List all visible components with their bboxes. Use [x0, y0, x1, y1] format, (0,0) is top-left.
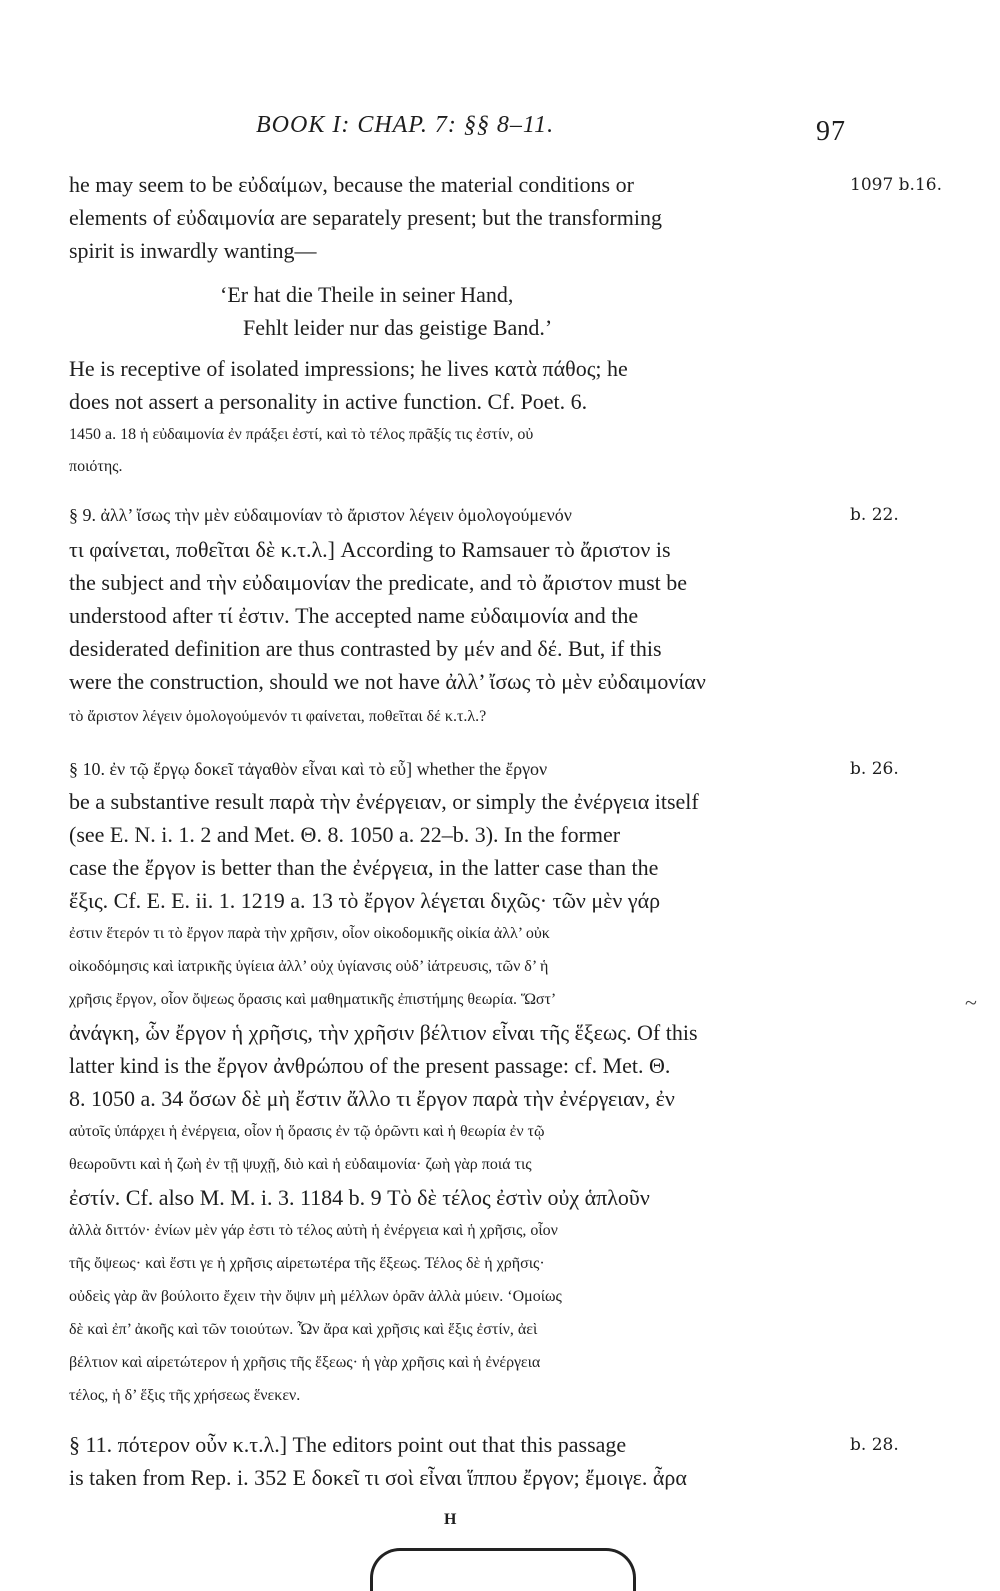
margin-reference: b. 26. [850, 759, 899, 779]
text-line: τῆς ὄψεως· καὶ ἔστι γε ἡ χρῆσις αἱρετωτέρα τῆς ἕξεως. Τέλος δὲ ἡ χρῆσις· [69, 1255, 545, 1272]
section-heading-line: § 9. ἀλλ’ ἴσως τὴν μὲν εὐδαιμονίαν τὸ ἄριστον λέγειν ὁμολογούμενόν [69, 505, 572, 525]
margin-reference: b. 28. [850, 1435, 899, 1455]
text-line: τὸ ἄριστον λέγειν ὁμολογούμενόν τι φαίνεται, ποθεῖται δέ κ.τ.λ.? [69, 708, 487, 725]
text-line: spirit is inwardly wanting— [69, 238, 317, 263]
text-line: βέλτιον καὶ αἱρετώτερον ἡ χρῆσις τῆς ἕξεως· ἡ γὰρ χρῆσις καὶ ἡ ἐνέργεια [69, 1354, 541, 1371]
text-line: (see E. N. i. 1. 2 and Met. Θ. 8. 1050 a. 22–b. 3). In the former [69, 822, 621, 847]
text-line: the subject and τὴν εὐδαιμονίαν the predicate, and τὸ ἄριστον must be [69, 570, 688, 595]
text-line: τι φαίνεται, ποθεῖται δὲ κ.τ.λ.] According to Ramsauer τὸ ἄριστον is [69, 537, 671, 562]
section-heading-line: § 11. πότερον οὖν κ.τ.λ.] The editors point out that this passage [69, 1432, 627, 1457]
text-line: understood after τί ἐστιν. The accepted name εὐδαιμονία and the [69, 603, 639, 628]
margin-reference: b. 22. [850, 505, 899, 525]
text-line: He is receptive of isolated impressions; he lives κατὰ πάθος; he [69, 356, 628, 381]
text-line: he may seem to be εὐδαίμων, because the material conditions or [69, 172, 634, 197]
signature-mark: H [444, 1511, 458, 1528]
running-head [256, 106, 856, 146]
margin-reference: 1097 b.16. [850, 175, 942, 195]
text-line: τέλος, ἡ δ’ ἕξις τῆς χρήσεως ἕνεκεν. [69, 1387, 301, 1404]
text-line: ἀνάγκη, ὧν ἔργον ἡ χρῆσις, τὴν χρῆσιν βέλτιον εἶναι τῆς ἕξεως. Of this [69, 1020, 698, 1045]
text-line: οἰκοδόμησις καὶ ἰατρικῆς ὑγίεια ἀλλ’ οὐχ ὑγίανσις οὐδ’ ἰάτρευσις, τῶν δ’ ἡ [69, 958, 549, 975]
text-line: elements of εὐδαιμονία are separately present; but the transforming [69, 205, 662, 230]
text-line: χρῆσις ἔργον, οἷον ὄψεως ὅρασις καὶ μαθηματικῆς ἐπιστήμης θεωρία. Ὥστ’ [69, 991, 557, 1008]
text-line: δὲ καὶ ἐπ’ ἀκοῆς καὶ τῶν τοιούτων. Ὧν ἄρα καὶ χρῆσις καὶ ἕξις ἐστίν, ἀεὶ [69, 1321, 538, 1338]
quote-line: Fehlt leider nur das geistige Band.’ [243, 315, 553, 340]
text-line: 8. 1050 a. 34 ὅσων δὲ μὴ ἔστιν ἄλλο τι ἔργον παρὰ τὴν ἐνέργειαν, ἐν [69, 1086, 675, 1111]
section-heading-line: § 10. ἐν τῷ ἔργῳ δοκεῖ τἀγαθὸν εἶναι καὶ τὸ εὖ] whether the ἔργον [69, 759, 548, 779]
text-line: 1450 a. 18 ἡ εὐδαιμονία ἐν πράξει ἐστί, καὶ τὸ τέλος πρᾶξίς τις ἐστίν, οὐ [69, 426, 534, 443]
text-line: latter kind is the ἔργον ἀνθρώπου of the present passage: cf. Met. Θ. [69, 1053, 671, 1078]
text-line: is taken from Rep. i. 352 E δοκεῖ τι σοὶ εἶναι ἵππου ἔργον; ἔμοιγε. ἆρα [69, 1465, 687, 1490]
text-line: does not assert a personality in active function. Cf. Poet. 6. [69, 389, 588, 414]
quote-line: ‘Er hat die Theile in seiner Hand, [220, 282, 514, 307]
text-line: ἕξις. Cf. E. E. ii. 1. 1219 a. 13 τὸ ἔργον λέγεται διχῶς· τῶν μὲν γάρ [69, 888, 661, 913]
text-line: case the ἔργον is better than the ἐνέργεια, in the latter case than the [69, 855, 659, 880]
text-line: were the construction, should we not have ἀλλ’ ἴσως τὸ μὲν εὐδαιμονίαν [69, 669, 706, 694]
page-number: 97 [816, 116, 846, 147]
running-title: BOOK I: CHAP. 7: §§ 8–11. [256, 112, 555, 138]
text-line: ἀλλὰ διττόν· ἐνίων μὲν γάρ ἐστι τὸ τέλος αὐτὴ ἡ ἐνέργεια καὶ ἡ χρῆσις, οἷον [69, 1222, 558, 1239]
stray-mark: ~ [965, 990, 977, 1015]
text-line: αὐτοῖς ὑπάρχει ἡ ἐνέργεια, οἷον ἡ ὅρασις ἐν τῷ ὁρῶντι καὶ ἡ θεωρία ἐν τῷ [69, 1123, 545, 1140]
library-stamp [370, 1548, 636, 1591]
text-line: desiderated definition are thus contrasted by μέν and δέ. But, if this [69, 636, 662, 661]
text-line: οὐδεὶς γὰρ ἂν βούλοιτο ἔχειν τὴν ὄψιν μὴ μέλλων ὁρᾶν ἀλλὰ μύειν. ‘Ομοίως [69, 1288, 562, 1305]
text-line: θεωροῦντι καὶ ἡ ζωὴ ἐν τῇ ψυχῇ, διὸ καὶ ἡ εὐδαιμονία· ζωὴ γὰρ ποιά τις [69, 1156, 532, 1173]
text-line: ποιότης. [69, 458, 123, 475]
text-line: ἐστιν ἕτερόν τι τὸ ἔργον παρὰ τὴν χρῆσιν, οἷον οἰκοδομικῆς οἰκία ἀλλ’ οὐκ [69, 925, 550, 942]
text-line: ἐστίν. Cf. also M. M. i. 3. 1184 b. 9 Τὸ δὲ τέλος ἐστὶν οὐχ ἁπλοῦν [69, 1185, 650, 1210]
text-line: be a substantive result παρὰ τὴν ἐνέργειαν, or simply the ἐνέργεια itself [69, 789, 699, 814]
